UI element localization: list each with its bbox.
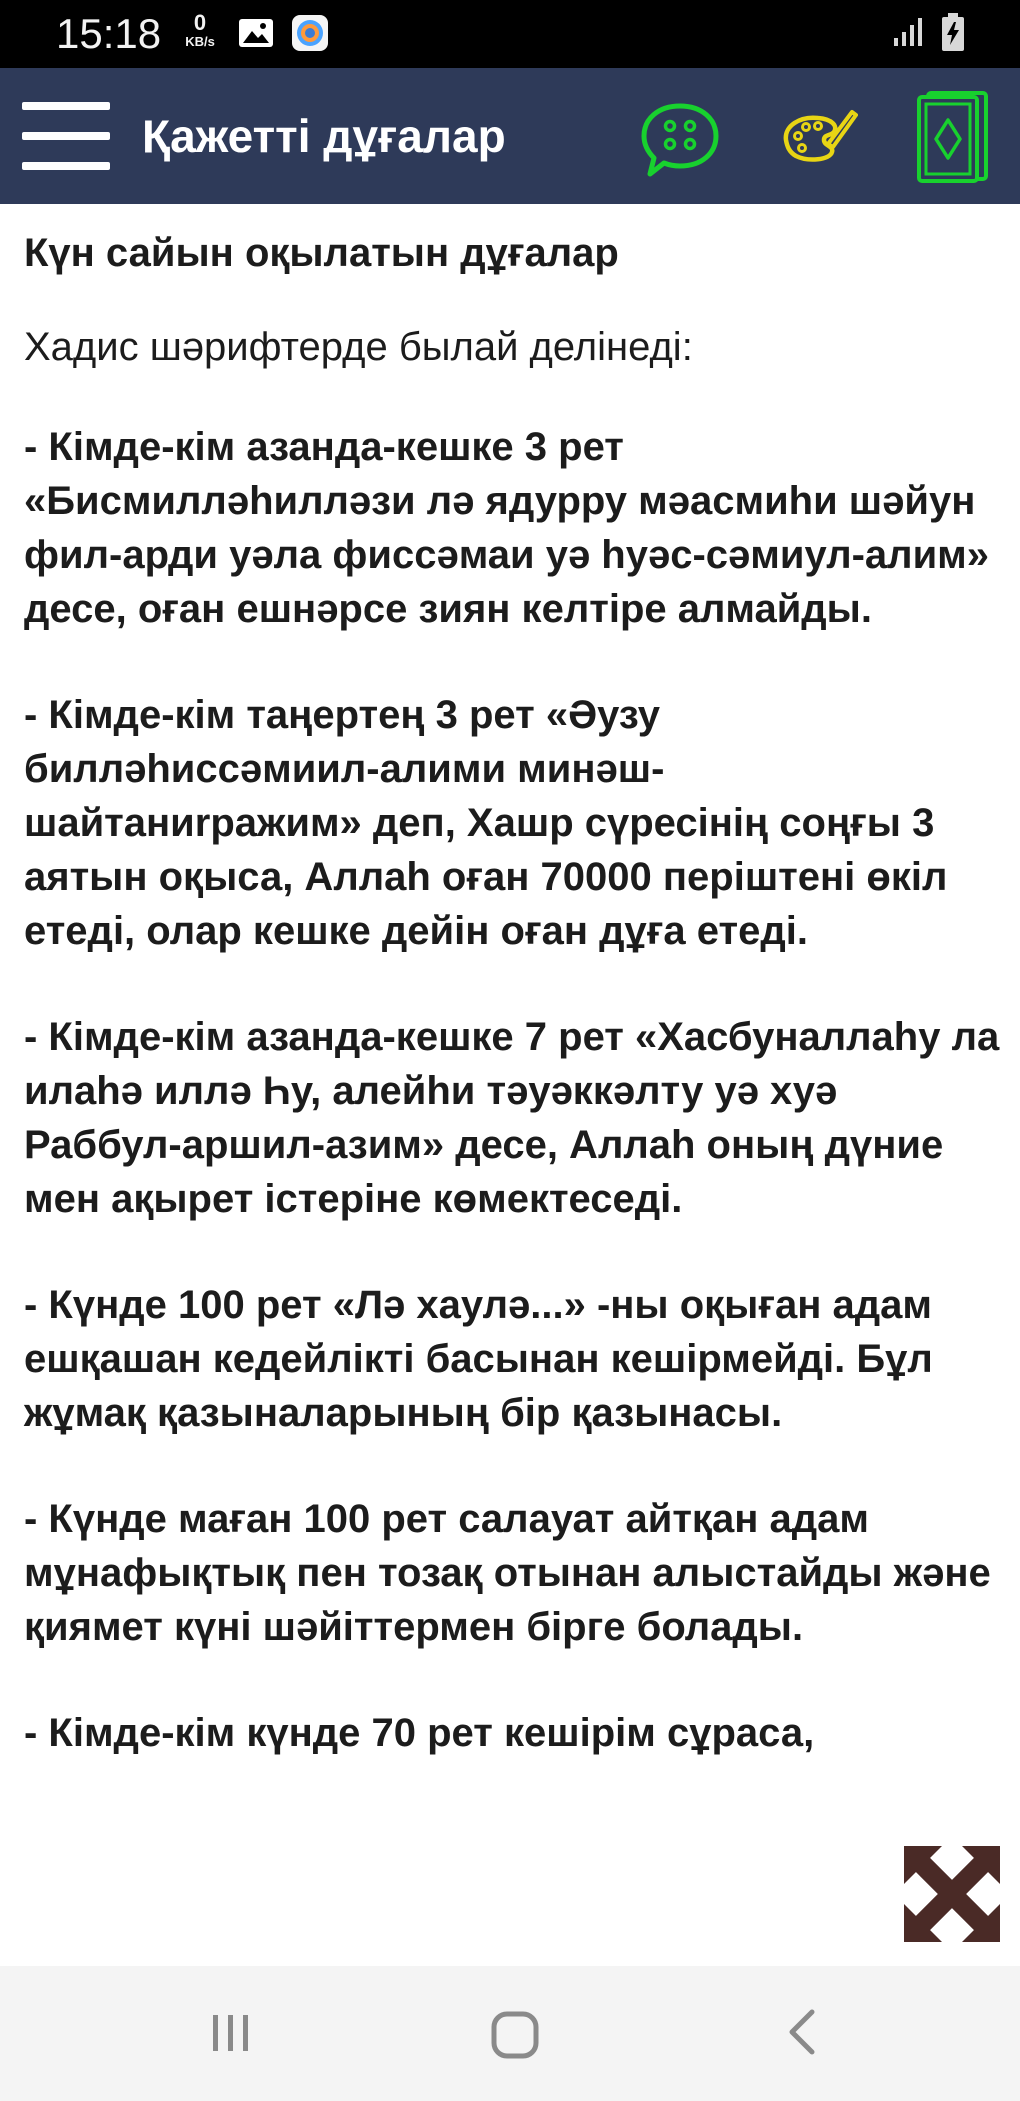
back-icon[interactable] bbox=[784, 2006, 820, 2058]
article-paragraph: - Кімде-кім азанда-кешке 3 рет «Бисмилләһилләзи лә ядурру мәасмиһи шәйун фил-арди уәла фиссәмаи уә һуәс-сәмиул-алим» десе, оған ешнәрсе зиян келтіре алмайды. bbox=[24, 425, 989, 631]
network-speed bbox=[178, 12, 222, 50]
network-speed-value: 0 bbox=[193, 10, 207, 35]
app-notification-icon bbox=[291, 14, 329, 52]
home-icon[interactable] bbox=[490, 2010, 540, 2060]
gallery-notification-icon bbox=[238, 18, 274, 48]
article-paragraph: - Күнде 100 рет «Лә хаулә...» -ны оқыған адам ешқашан кедейлікті басынан кешірмейді. Бұл жұмақ қазыналарының бір қазынасы. bbox=[24, 1283, 933, 1435]
article-paragraph: - Кімде-кім таңертең 3 рет «Әузу билләһиссәмиил-алими минәш-шайтаниrражим» деп, Хашр сүресінің соңғы 3 аятын оқыса, Аллаһ оған 70000 періштені өкіл етеді, олар кешке дейін оған дұға етеді. bbox=[24, 693, 948, 953]
navigation-bar bbox=[0, 1966, 1020, 2101]
signal-icon bbox=[892, 16, 926, 48]
chat-bubble-icon[interactable] bbox=[640, 100, 720, 180]
article-content bbox=[24, 226, 1000, 1760]
expand-arrows-icon[interactable] bbox=[902, 1844, 1002, 1944]
menu-icon[interactable] bbox=[22, 98, 112, 174]
page-title: Қажетті дұғалар bbox=[142, 110, 506, 162]
article-paragraph: - Кімде-кім азанда-кешке 7 рет «Хасбуналлаһу ла илаһә иллә Һу, алейһи тәуәккәлту уә хуә Раббул-аршил-азим» десе, Аллаһ оның дүние мен ақырет істеріне көмектеседі. bbox=[24, 1015, 1000, 1221]
article-paragraph: - Кімде-кім күнде 70 рет кешірім сұраса, bbox=[24, 1711, 815, 1755]
quran-book-icon[interactable] bbox=[916, 90, 990, 184]
article-paragraph: - Күнде маған 100 рет салауат айтқан адам мұнафықтық пен тозақ отынан алыстайды және қиямет күні шәйіттермен бірге болады. bbox=[24, 1497, 991, 1649]
article-heading: Күн сайын оқылатын дұғалар bbox=[24, 231, 619, 275]
palette-icon[interactable] bbox=[778, 106, 858, 166]
network-speed-unit: KB/s bbox=[185, 34, 215, 49]
status-bar bbox=[0, 0, 1020, 68]
app-bar bbox=[0, 68, 1020, 204]
recents-icon[interactable] bbox=[208, 2010, 254, 2056]
status-time: 15:18 bbox=[56, 10, 162, 57]
article-intro: Хадис шәрифтерде былай делінеді: bbox=[24, 325, 693, 369]
battery-icon bbox=[940, 12, 966, 52]
